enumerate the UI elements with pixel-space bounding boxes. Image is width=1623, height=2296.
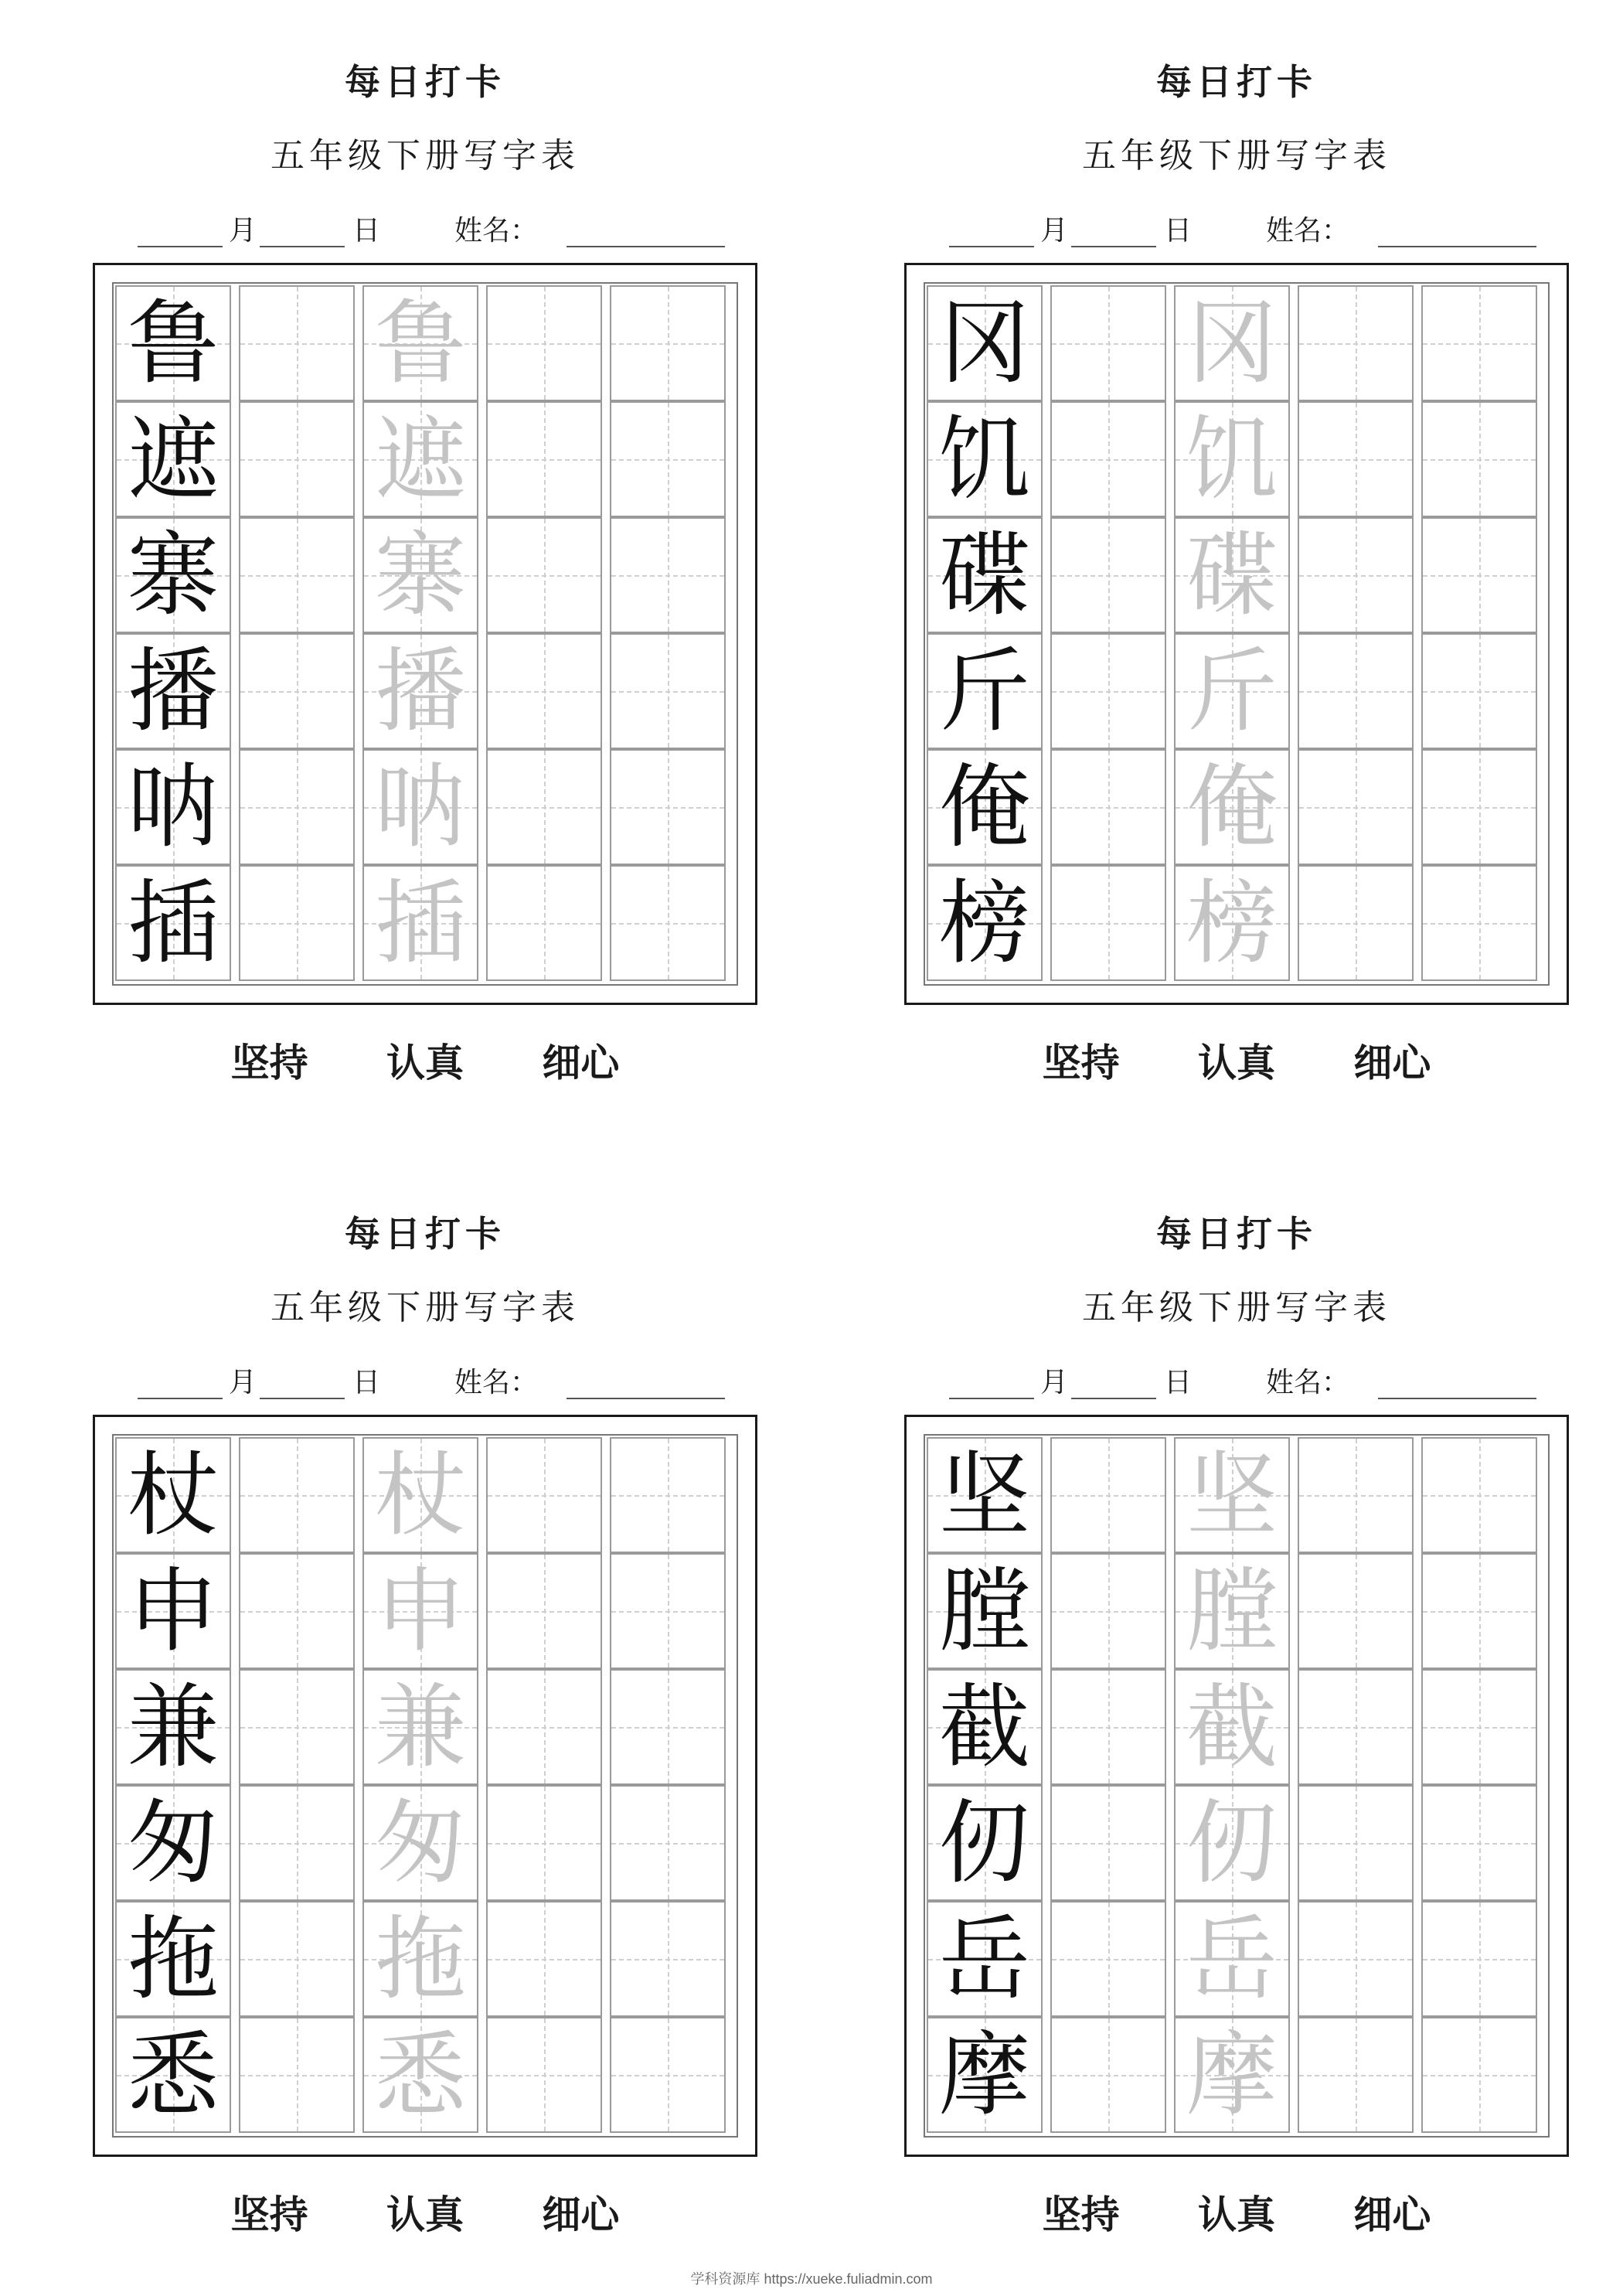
month-label: 月 bbox=[1040, 215, 1069, 247]
practice-frame bbox=[904, 1415, 1569, 2157]
name-label: 姓名： bbox=[1266, 1367, 1350, 1398]
grid-cell bbox=[486, 633, 602, 749]
day-blank bbox=[260, 246, 345, 247]
model-character: 饥 bbox=[938, 406, 1030, 513]
day-label: 日 bbox=[1164, 1367, 1193, 1398]
grid-cell bbox=[486, 1553, 602, 1669]
model-character: 兼 bbox=[127, 1674, 219, 1780]
grid-cell bbox=[1050, 2017, 1166, 2133]
tianzi-grid bbox=[924, 1434, 1550, 2138]
grid-cell bbox=[239, 2017, 355, 2133]
day-blank bbox=[260, 1398, 345, 1399]
day-blank bbox=[1071, 246, 1156, 247]
grid-cell bbox=[486, 1669, 602, 1785]
grid-cell bbox=[486, 285, 602, 401]
grid-cell bbox=[610, 517, 726, 633]
grid-cell bbox=[1174, 1901, 1290, 2017]
grid-cell bbox=[1050, 1553, 1166, 1669]
grid-cell bbox=[362, 1785, 478, 1901]
grid-cell bbox=[1174, 865, 1290, 981]
grid-cell bbox=[239, 865, 355, 981]
grid-cell bbox=[486, 1785, 602, 1901]
grid-cell bbox=[927, 2017, 1043, 2133]
grid-cell bbox=[1174, 633, 1290, 749]
trace-character: 寨 bbox=[374, 522, 466, 629]
grid-cell bbox=[362, 285, 478, 401]
grid-cell bbox=[362, 1901, 478, 2017]
grid-cell bbox=[610, 1901, 726, 2017]
worksheet-subtitle: 五年级下册写字表 bbox=[1082, 136, 1391, 175]
grid-cell bbox=[1421, 1437, 1537, 1553]
name-label: 姓名： bbox=[454, 215, 539, 247]
day-label: 日 bbox=[1164, 215, 1193, 247]
grid-cell bbox=[486, 749, 602, 865]
trace-character: 碟 bbox=[1186, 522, 1278, 629]
grid-cell bbox=[1050, 517, 1166, 633]
motto bbox=[904, 1032, 1569, 1086]
grid-cell bbox=[1421, 1785, 1537, 1901]
grid-cell bbox=[1174, 1669, 1290, 1785]
grid-cell bbox=[1174, 749, 1290, 865]
model-character: 杖 bbox=[127, 1442, 219, 1548]
model-character: 匆 bbox=[127, 1790, 219, 1896]
grid-cell bbox=[1421, 1901, 1537, 2017]
grid-cell bbox=[115, 1437, 231, 1553]
trace-character: 榜 bbox=[1186, 870, 1278, 976]
model-character: 截 bbox=[938, 1674, 1030, 1780]
grid-cell bbox=[486, 865, 602, 981]
grid-cell bbox=[362, 1553, 478, 1669]
model-character: 悉 bbox=[127, 2022, 219, 2128]
motto bbox=[93, 2184, 757, 2238]
trace-character: 俺 bbox=[1186, 754, 1278, 860]
grid-cell bbox=[362, 865, 478, 981]
model-character: 摩 bbox=[938, 2022, 1030, 2128]
grid-cell bbox=[1050, 401, 1166, 517]
grid-cell bbox=[239, 517, 355, 633]
motto-word: 细心 bbox=[1353, 1040, 1431, 1085]
date-name-line bbox=[949, 1361, 1536, 1407]
worksheet-title: 每日打卡 bbox=[1156, 1213, 1317, 1255]
worksheet-subtitle: 五年级下册写字表 bbox=[1082, 1288, 1391, 1327]
grid-cell bbox=[610, 2017, 726, 2133]
month-blank bbox=[138, 1398, 223, 1399]
grid-cell bbox=[115, 401, 231, 517]
grid-cell bbox=[610, 1437, 726, 1553]
grid-cell bbox=[486, 1437, 602, 1553]
motto-word: 坚持 bbox=[1042, 1040, 1120, 1085]
grid-cell bbox=[1421, 633, 1537, 749]
motto-word: 认真 bbox=[386, 2192, 464, 2237]
motto-word: 认真 bbox=[386, 1040, 464, 1085]
grid-cell bbox=[115, 1785, 231, 1901]
grid-cell bbox=[927, 1553, 1043, 1669]
month-blank bbox=[949, 246, 1034, 247]
grid-cell bbox=[610, 749, 726, 865]
model-character: 仞 bbox=[938, 1790, 1030, 1896]
model-character: 俺 bbox=[938, 754, 1030, 860]
grid-cell bbox=[1298, 633, 1414, 749]
grid-cell bbox=[239, 1553, 355, 1669]
grid-cell bbox=[927, 749, 1043, 865]
grid-cell bbox=[1421, 1553, 1537, 1669]
grid-cell bbox=[239, 1669, 355, 1785]
motto bbox=[93, 1032, 757, 1086]
grid-cell bbox=[362, 401, 478, 517]
grid-cell bbox=[362, 633, 478, 749]
trace-character: 饥 bbox=[1186, 406, 1278, 513]
model-character: 膛 bbox=[938, 1558, 1030, 1664]
grid-cell bbox=[1050, 1669, 1166, 1785]
grid-cell bbox=[362, 1669, 478, 1785]
grid-cell bbox=[1050, 1901, 1166, 2017]
grid-cell bbox=[927, 517, 1043, 633]
grid-cell bbox=[362, 1437, 478, 1553]
worksheet-card bbox=[93, 54, 757, 1121]
model-character: 碟 bbox=[938, 522, 1030, 629]
model-character: 冈 bbox=[938, 290, 1030, 397]
trace-character: 悉 bbox=[374, 2022, 466, 2128]
tianzi-grid bbox=[112, 1434, 738, 2138]
practice-frame bbox=[904, 263, 1569, 1005]
trace-character: 呐 bbox=[374, 754, 466, 860]
grid-cell bbox=[486, 401, 602, 517]
grid-cell bbox=[239, 1785, 355, 1901]
grid-cell bbox=[1421, 517, 1537, 633]
motto-word: 认真 bbox=[1198, 2192, 1275, 2237]
grid-cell bbox=[1174, 285, 1290, 401]
trace-character: 鲁 bbox=[374, 290, 466, 397]
month-blank bbox=[949, 1398, 1034, 1399]
motto-word: 坚持 bbox=[230, 1040, 308, 1085]
day-label: 日 bbox=[352, 215, 381, 247]
model-character: 鲁 bbox=[127, 290, 219, 397]
name-label: 姓名： bbox=[1266, 215, 1350, 247]
name-blank bbox=[1378, 246, 1536, 247]
grid-cell bbox=[239, 633, 355, 749]
grid-cell bbox=[115, 1553, 231, 1669]
day-label: 日 bbox=[352, 1367, 381, 1398]
grid-cell bbox=[1298, 517, 1414, 633]
worksheet-title: 每日打卡 bbox=[345, 61, 505, 103]
worksheet-title: 每日打卡 bbox=[1156, 61, 1317, 103]
grid-cell bbox=[927, 1785, 1043, 1901]
grid-cell bbox=[610, 285, 726, 401]
grid-cell bbox=[239, 749, 355, 865]
grid-cell bbox=[486, 2017, 602, 2133]
grid-cell bbox=[239, 1901, 355, 2017]
grid-cell bbox=[610, 865, 726, 981]
trace-character: 遮 bbox=[374, 406, 466, 513]
motto-word: 坚持 bbox=[230, 2192, 308, 2237]
grid-cell bbox=[1050, 749, 1166, 865]
date-name-line bbox=[138, 1361, 725, 1407]
grid-cell bbox=[1174, 1437, 1290, 1553]
grid-cell bbox=[362, 2017, 478, 2133]
trace-character: 兼 bbox=[374, 1674, 466, 1780]
grid-cell bbox=[115, 1901, 231, 2017]
grid-cell bbox=[927, 1901, 1043, 2017]
grid-cell bbox=[486, 1901, 602, 2017]
grid-cell bbox=[1174, 517, 1290, 633]
model-character: 坚 bbox=[938, 1442, 1030, 1548]
motto-word: 细心 bbox=[1353, 2192, 1431, 2237]
grid-cell bbox=[1050, 1785, 1166, 1901]
grid-cell bbox=[927, 1437, 1043, 1553]
trace-character: 申 bbox=[374, 1558, 466, 1664]
grid-cell bbox=[1421, 749, 1537, 865]
grid-cell bbox=[927, 1669, 1043, 1785]
grid-cell bbox=[115, 2017, 231, 2133]
grid-cell bbox=[239, 401, 355, 517]
trace-character: 斤 bbox=[1186, 638, 1278, 744]
grid-cell bbox=[927, 865, 1043, 981]
motto-word: 坚持 bbox=[1042, 2192, 1120, 2237]
model-character: 呐 bbox=[127, 754, 219, 860]
model-character: 岳 bbox=[938, 1906, 1030, 2012]
practice-frame bbox=[93, 1415, 757, 2157]
trace-character: 插 bbox=[374, 870, 466, 976]
motto-word: 细心 bbox=[542, 2192, 620, 2237]
grid-cell bbox=[1298, 1553, 1414, 1669]
tianzi-grid bbox=[112, 282, 738, 986]
month-label: 月 bbox=[229, 1367, 257, 1398]
grid-cell bbox=[610, 1669, 726, 1785]
grid-cell bbox=[1421, 1669, 1537, 1785]
trace-character: 播 bbox=[374, 638, 466, 744]
worksheet-title: 每日打卡 bbox=[345, 1213, 505, 1255]
grid-cell bbox=[1050, 285, 1166, 401]
model-character: 插 bbox=[127, 870, 219, 976]
grid-cell bbox=[927, 285, 1043, 401]
grid-cell bbox=[1174, 1785, 1290, 1901]
name-blank bbox=[567, 1398, 725, 1399]
model-character: 播 bbox=[127, 638, 219, 744]
grid-cell bbox=[1298, 749, 1414, 865]
motto-word: 认真 bbox=[1198, 1040, 1275, 1085]
grid-cell bbox=[610, 1785, 726, 1901]
grid-cell bbox=[486, 517, 602, 633]
model-character: 遮 bbox=[127, 406, 219, 513]
name-label: 姓名： bbox=[454, 1367, 539, 1398]
grid-cell bbox=[1050, 633, 1166, 749]
trace-character: 冈 bbox=[1186, 290, 1278, 397]
worksheet-card bbox=[904, 54, 1569, 1121]
grid-cell bbox=[1421, 285, 1537, 401]
grid-cell bbox=[115, 517, 231, 633]
grid-cell bbox=[1050, 1437, 1166, 1553]
trace-character: 摩 bbox=[1186, 2022, 1278, 2128]
day-blank bbox=[1071, 1398, 1156, 1399]
grid-cell bbox=[1298, 401, 1414, 517]
grid-cell bbox=[1298, 285, 1414, 401]
grid-cell bbox=[1421, 865, 1537, 981]
worksheet-card bbox=[93, 1206, 757, 2273]
name-blank bbox=[567, 246, 725, 247]
model-character: 拖 bbox=[127, 1906, 219, 2012]
grid-cell bbox=[115, 633, 231, 749]
grid-cell bbox=[1421, 2017, 1537, 2133]
motto-word: 细心 bbox=[542, 1040, 620, 1085]
trace-character: 膛 bbox=[1186, 1558, 1278, 1664]
tianzi-grid bbox=[924, 282, 1550, 986]
month-label: 月 bbox=[229, 215, 257, 247]
model-character: 榜 bbox=[938, 870, 1030, 976]
grid-cell bbox=[239, 1437, 355, 1553]
grid-cell bbox=[362, 517, 478, 633]
grid-cell bbox=[1298, 1785, 1414, 1901]
worksheet-subtitle: 五年级下册写字表 bbox=[270, 136, 580, 175]
grid-cell bbox=[610, 633, 726, 749]
model-character: 斤 bbox=[938, 638, 1030, 744]
grid-cell bbox=[1298, 865, 1414, 981]
worksheet-card bbox=[904, 1206, 1569, 2273]
trace-character: 截 bbox=[1186, 1674, 1278, 1780]
grid-cell bbox=[610, 1553, 726, 1669]
trace-character: 岳 bbox=[1186, 1906, 1278, 2012]
grid-cell bbox=[115, 865, 231, 981]
grid-cell bbox=[1298, 2017, 1414, 2133]
trace-character: 仞 bbox=[1186, 1790, 1278, 1896]
model-character: 寨 bbox=[127, 522, 219, 629]
date-name-line bbox=[138, 209, 725, 255]
grid-cell bbox=[1050, 865, 1166, 981]
practice-frame bbox=[93, 263, 757, 1005]
grid-cell bbox=[362, 749, 478, 865]
grid-cell bbox=[610, 401, 726, 517]
grid-cell bbox=[927, 633, 1043, 749]
month-blank bbox=[138, 246, 223, 247]
grid-cell bbox=[239, 285, 355, 401]
footer-watermark: 学科资源库 https://xueke.fuliadmin.com bbox=[690, 2271, 933, 2287]
worksheet-subtitle: 五年级下册写字表 bbox=[270, 1288, 580, 1327]
grid-cell bbox=[115, 749, 231, 865]
grid-cell bbox=[927, 401, 1043, 517]
motto bbox=[904, 2184, 1569, 2238]
grid-cell bbox=[1174, 401, 1290, 517]
date-name-line bbox=[949, 209, 1536, 255]
grid-cell bbox=[1174, 2017, 1290, 2133]
trace-character: 匆 bbox=[374, 1790, 466, 1896]
trace-character: 杖 bbox=[374, 1442, 466, 1548]
trace-character: 拖 bbox=[374, 1906, 466, 2012]
grid-cell bbox=[115, 1669, 231, 1785]
grid-cell bbox=[1174, 1553, 1290, 1669]
month-label: 月 bbox=[1040, 1367, 1069, 1398]
model-character: 申 bbox=[127, 1558, 219, 1664]
trace-character: 坚 bbox=[1186, 1442, 1278, 1548]
grid-cell bbox=[1421, 401, 1537, 517]
grid-cell bbox=[1298, 1901, 1414, 2017]
grid-cell bbox=[1298, 1437, 1414, 1553]
name-blank bbox=[1378, 1398, 1536, 1399]
grid-cell bbox=[115, 285, 231, 401]
grid-cell bbox=[1298, 1669, 1414, 1785]
